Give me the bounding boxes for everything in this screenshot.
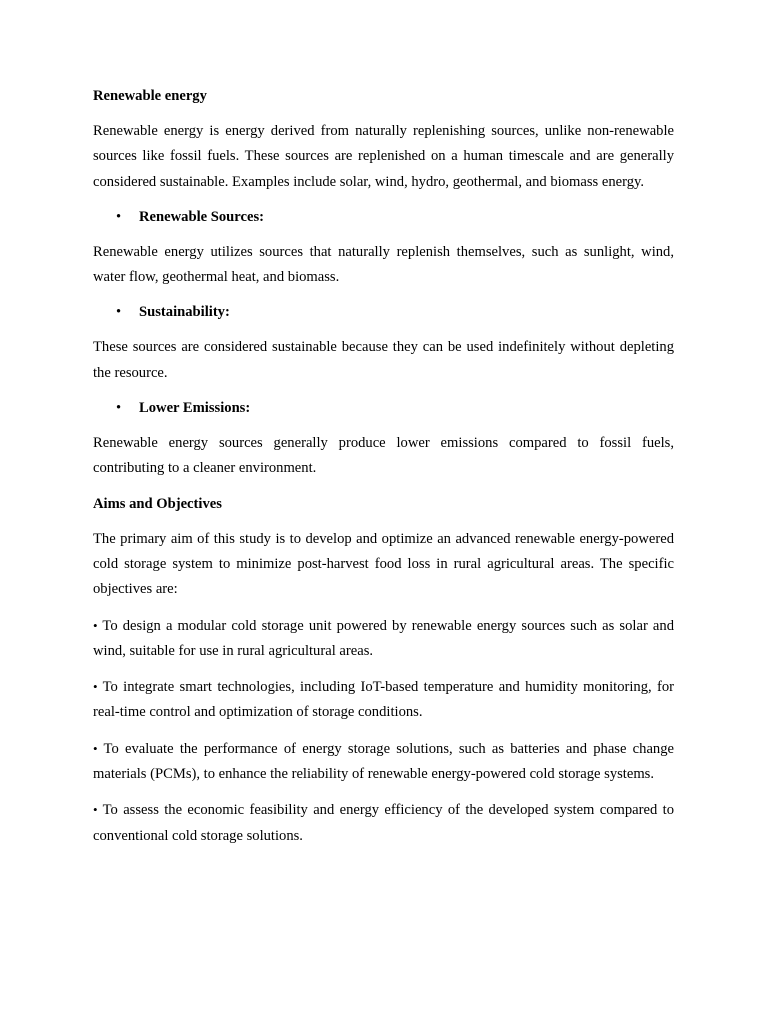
objective-text: To integrate smart technologies, including IoT-based temperature and humidity monitoring, for real-time control and optimization of storage conditions. [93,679,674,721]
document-page [93,84,674,859]
bullet-icon: • [93,617,98,633]
objective-item [93,613,674,665]
bullet-icon: • [116,304,122,321]
bullet-icon: • [93,679,98,695]
bullet-icon: • [93,802,98,818]
bullet-icon: • [93,740,98,756]
objective-item [93,797,674,849]
renewable-energy-intro: Renewable energy is energy derived from naturally replenishing sources, unlike non-renewable sources like fossil fuels. These sources are replenished on a human timescale and are generally considered sustainable. Examples include solar, wind, hydro, geothermal, and biomass energy. [93,123,674,190]
bullet-heading-text: Lower Emissions: [139,400,251,417]
bullet-heading-text: Sustainability: [139,304,230,321]
objective-item [93,674,674,726]
bullet-icon: • [116,400,122,417]
bullet-heading-lower-emissions [93,396,674,421]
bullet-heading-sustainability [93,300,674,325]
objective-text: To assess the economic feasibility and energy efficiency of the developed system compared to conventional cold storage solutions. [93,802,674,844]
sustainability-text: These sources are considered sustainable because they can be used indefinitely without depleting the resource. [93,339,674,381]
section-title-renewable-energy: Renewable energy [93,88,207,104]
bullet-heading-text: Renewable Sources: [139,208,264,225]
bullet-heading-renewable-sources [93,205,674,230]
renewable-sources-text: Renewable energy utilizes sources that naturally replenish themselves, such as sunlight, wind, water flow, geothermal heat, and biomass. [93,243,674,286]
objective-item [93,736,674,788]
section-title-aims-objectives: Aims and Objectives [93,495,222,512]
objective-text: To design a modular cold storage unit powered by renewable energy sources such as solar and wind, suitable for use in rural agricultural areas. [93,617,674,659]
aims-intro: The primary aim of this study is to develop and optimize an advanced renewable energy-powered cold storage system to minimize post-harvest food loss in rural agricultural areas. The specific objectives are: [93,530,674,598]
objective-text: To evaluate the performance of energy storage solutions, such as batteries and phase change materials (PCMs), to enhance the reliability of renewable energy-powered cold storage systems. [93,740,675,783]
lower-emissions-text: Renewable energy sources generally produce lower emissions compared to fossil fuels, contributing to a cleaner environment. [93,435,674,477]
bullet-icon: • [116,208,122,225]
